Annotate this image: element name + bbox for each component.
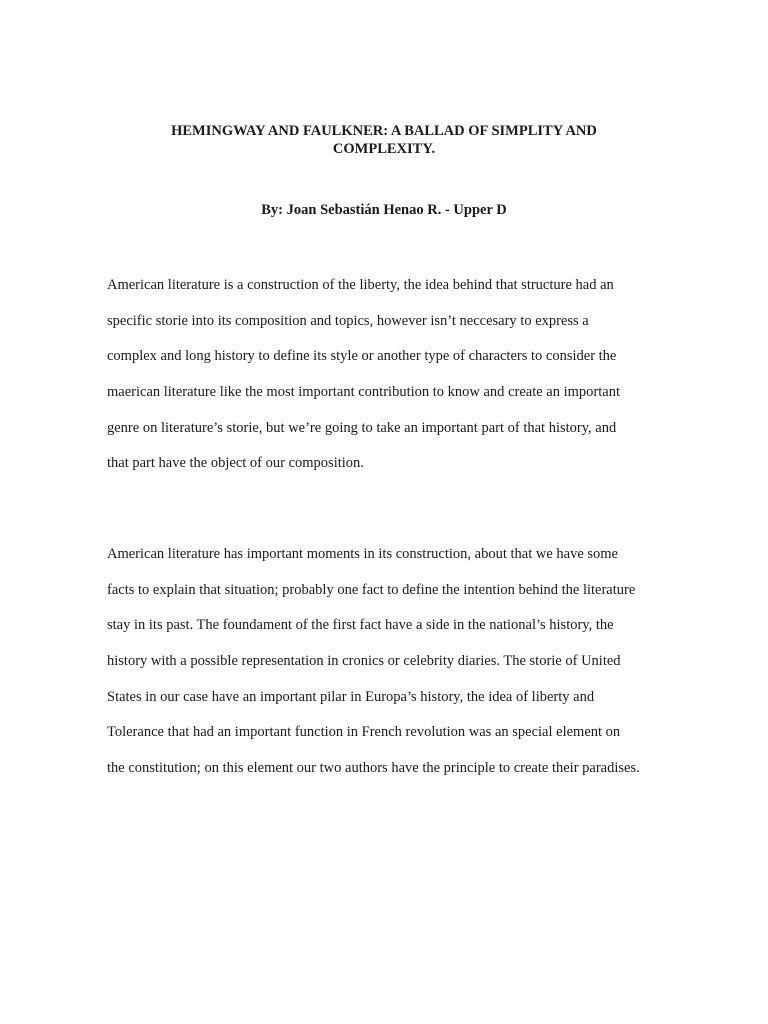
paragraph-line: facts to explain that situation; probably one fact to define the intention behind the literature xyxy=(107,582,636,598)
paragraph-line: American literature is a construction of the liberty, the idea behind that structure had an xyxy=(107,277,614,293)
author-byline: By: Joan Sebastián Henao R. - Upper D xyxy=(261,202,507,218)
paragraph-line: stay in its past. The foundament of the first fact have a side in the national’s history, the xyxy=(107,617,614,633)
paragraph-line: that part have the object of our composition. xyxy=(107,455,364,471)
paragraph-line: specific storie into its composition and topics, however isn’t neccesary to express a xyxy=(107,313,589,329)
paragraph-line: genre on literature’s storie, but we’re going to take an important part of that history, and xyxy=(107,420,617,436)
paragraph-line: Tolerance that had an important function in French revolution was an special element on xyxy=(107,724,621,740)
title-line-1: HEMINGWAY AND FAULKNER: A BALLAD OF SIMPLITY AND xyxy=(171,123,597,139)
paragraph-line: complex and long history to define its style or another type of characters to consider the xyxy=(107,348,617,364)
paragraph-line: States in our case have an important pilar in Europa’s history, the idea of liberty and xyxy=(107,689,595,705)
paragraph-line: the constitution; on this element our two authors have the principle to create their paradises. xyxy=(107,760,640,776)
title-line-2: COMPLEXITY. xyxy=(332,141,436,157)
paragraph-line: history with a possible representation in cronics or celebrity diaries. The storie of United xyxy=(107,653,621,669)
paragraph-line: maerican literature like the most important contribution to know and create an important xyxy=(107,384,620,400)
paragraph-line: American literature has important moments in its construction, about that we have some xyxy=(107,546,618,562)
document-title xyxy=(100,122,668,158)
